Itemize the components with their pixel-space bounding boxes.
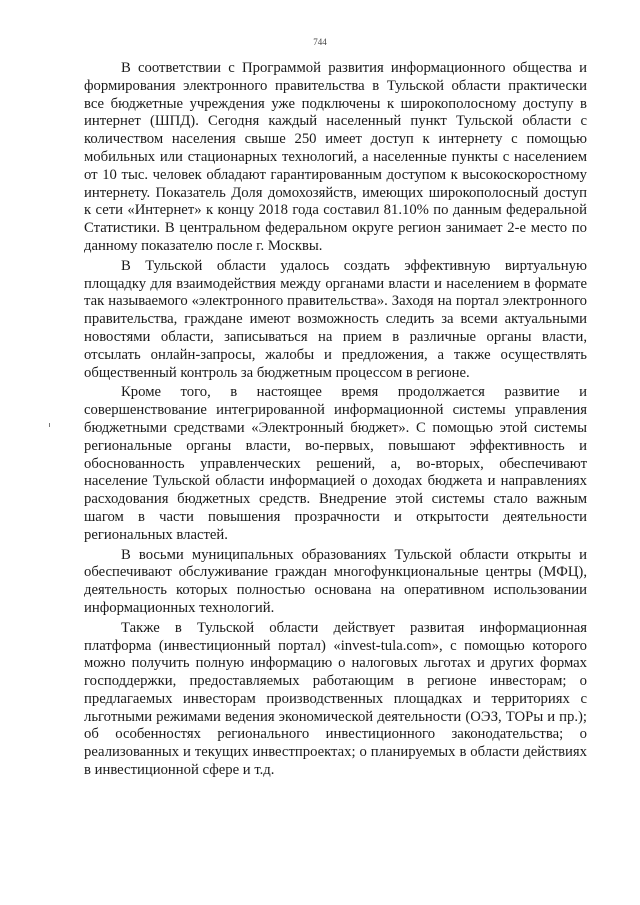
paragraph-mfc-centers: В восьми муниципальных образованиях Тульской области открыты и обеспечивают обслуживание граждан многофункциональные центры (МФЦ), деятельность которых полностью основана на оперативном использовании информационных технологий. <box>84 546 587 616</box>
document-body <box>84 60 587 780</box>
paragraph-electronic-budget: Кроме того, в настоящее время продолжается развитие и совершенствование интегрированной информационной системы управления бюджетными средствами «Электронный бюджет». С помощью этой системы региональные органы власти, во-первых, повышают эффективность и обоснованность управленческих решений, а, во-вторых, обеспечивают население Тульской области информацией о доходах бюджета и направлениях расходования бюджетных средств. Внедрение этой системы стало важным шагом в части повышения прозрачности и открытости деятельности региональных властей. <box>84 384 587 543</box>
margin-mark <box>49 423 50 427</box>
paragraph-e-government: В Тульской области удалось создать эффективную виртуальную площадку для взаимодействия между органами власти и населением в формате так называемого «электронного правительства». Заходя на портал электронного правительства, граждане имеют возможность следить за всеми актуальными новостями области, записываться на прием в различные органы власти, отсылать онлайн-запросы, жалобы и предложения, а также осуществлять общественный контроль за бюджетным процессом в регионе. <box>84 257 587 381</box>
page-number: 744 <box>313 37 327 47</box>
paragraph-investment-portal: Также в Тульской области действует развитая информационная платформа (инвестиционный портал) «invest-tula.com», с помощью которого можно получить полную информацию о налоговых льготах и других формах господдержки, предоставляемых работающим в регионе инвесторам; о предлагаемых инвесторам производственных площадках и территориях с льготными режимами ведения экономической деятельности (ОЭЗ, ТОРы и пр.); об особенностях регионального инвестиционного законодательства; о реализованных и текущих инвестпроектах; о планируемых в области действиях в инвестиционной сфере и т.д. <box>84 619 587 779</box>
paragraph-broadband-access: В соответствии с Программой развития информационного общества и формирования электронного правительства в Тульской области практически все бюджетные учреждения уже подключены к широкополосному доступу в интернет (ШПД). Сегодня каждый населенный пункт Тульской области с количеством населения свыше 250 имеет доступ к интернету с помощью мобильных или стационарных технологий, а населенные пункты с населением от 10 тыс. человек обладают гарантированным доступом к высокоскоростному интернету. Показатель Доля домохозяйств, имеющих широкополосный доступ к сети «Интернет» к концу 2018 года составил 81.10% по данным федеральной Статистики. В центральном федеральном округе регион занимает 2-е место по данному показателю после г. Москвы. <box>84 60 587 254</box>
